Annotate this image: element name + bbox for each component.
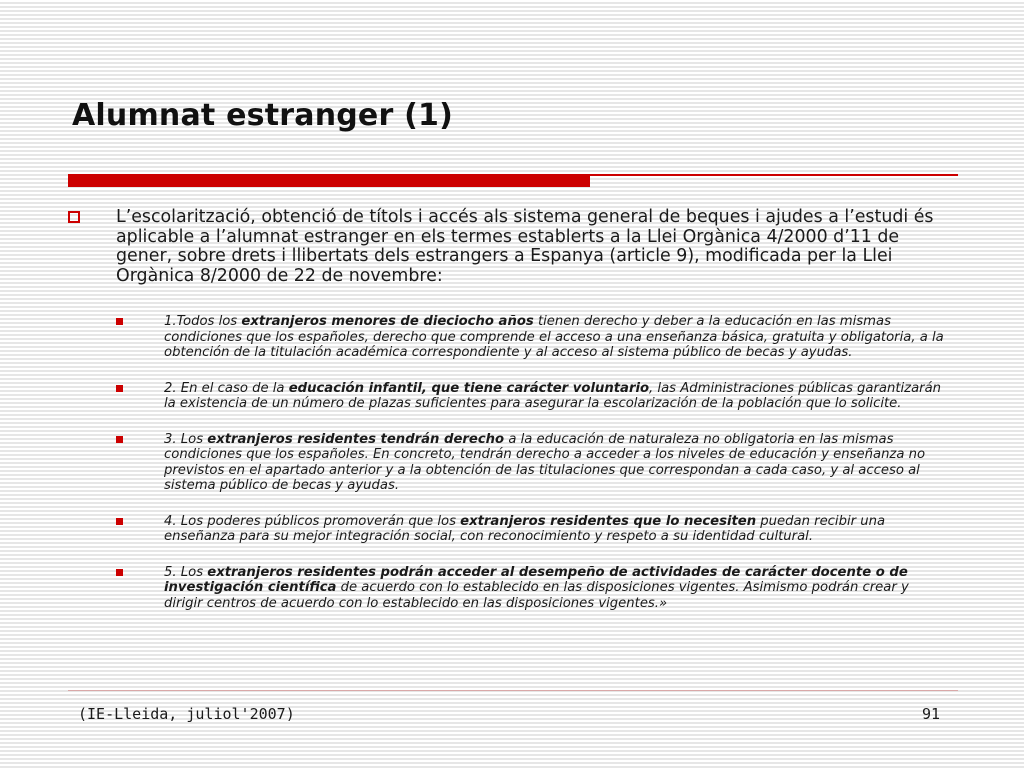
hollow-square-icon bbox=[68, 211, 80, 223]
sub-point-text bbox=[164, 514, 946, 545]
title-accent-bar bbox=[68, 175, 590, 187]
list-item bbox=[116, 314, 946, 361]
text-run: tienen derecho y deber a la educación en las mismas condiciones que los españoles, derecho que comprende el acceso a una enseñanza básica, gratuita y obligatoria, a la obtención de la titulación académica correspondiente y al acceso al sistema público de becas y ayudas. bbox=[164, 314, 944, 360]
page-number: 91 bbox=[922, 705, 941, 723]
sub-point-text bbox=[164, 565, 946, 612]
text-run: 3. Los bbox=[164, 431, 208, 447]
main-point-text: L’escolarització, obtenció de títols i accés als sistema general de beques i ajudes a l’estudi és aplicable a l’alumnat estranger en els termes establerts a la Llei Orgànica 4/2000 d’11 de gener, sobre drets i llibertats dels estrangers a Espanya (article 9), modificada per la Llei Orgànica 8/2000 de 22 de novembre: bbox=[116, 207, 934, 286]
sub-point-text bbox=[164, 381, 946, 412]
sub-point-text bbox=[164, 314, 946, 361]
text-run: 2. En el caso de la bbox=[164, 380, 289, 396]
filled-square-icon bbox=[116, 569, 123, 576]
filled-square-icon bbox=[116, 385, 123, 392]
text-run: 5. Los bbox=[164, 564, 208, 580]
sub-point-list bbox=[116, 314, 946, 631]
text-run: 1.Todos los bbox=[164, 314, 242, 329]
footer-source: (IE-Lleida, juliol'2007) bbox=[78, 705, 295, 723]
sub-point-text bbox=[164, 432, 946, 494]
list-item bbox=[116, 514, 946, 545]
emphasis-run: extranjeros residentes que lo necesiten bbox=[460, 513, 757, 529]
emphasis-run: extranjeros residentes tendrán derecho bbox=[207, 431, 505, 447]
filled-square-icon bbox=[116, 318, 123, 325]
text-run: , las Administraciones públicas garantizarán la existencia de un número de plazas suficientes para asegurar la escolarización de la población que lo solicite. bbox=[164, 380, 942, 411]
emphasis-run: educación infantil, que tiene carácter voluntario bbox=[288, 380, 650, 396]
list-item bbox=[116, 381, 946, 412]
emphasis-run: extranjeros residentes podrán acceder al desempeño de actividades de carácter docente o de investigación científica bbox=[164, 564, 908, 595]
emphasis-run: extranjeros menores de dieciocho años bbox=[241, 314, 534, 329]
filled-square-icon bbox=[116, 436, 123, 443]
text-run: puedan recibir una enseñanza para su mejor integración social, con reconocimiento y respeto a su identidad cultural. bbox=[164, 513, 886, 544]
list-item bbox=[116, 565, 946, 612]
text-run: 4. Los poderes públicos promoverán que los bbox=[164, 513, 461, 529]
slide-title: Alumnat estranger (1) bbox=[72, 98, 454, 133]
text-run: de acuerdo con lo establecido en las disposiciones vigentes. Asimismo podrán crear y dirigir centros de acuerdo con lo establecido en las disposiciones vigentes.» bbox=[164, 580, 909, 611]
filled-square-icon bbox=[116, 518, 123, 525]
text-run: a la educación de naturaleza no obligatoria en las mismas condiciones que los españoles. En concreto, tendrán derecho a acceder a los niveles de educación y enseñanza no previstos en el apartado anterior y a la obtención de las titulaciones que correspondan a cada caso, y al acceso al sistema público de becas y ayudas. bbox=[164, 431, 926, 493]
footer-divider bbox=[68, 690, 958, 691]
list-item bbox=[116, 432, 946, 494]
